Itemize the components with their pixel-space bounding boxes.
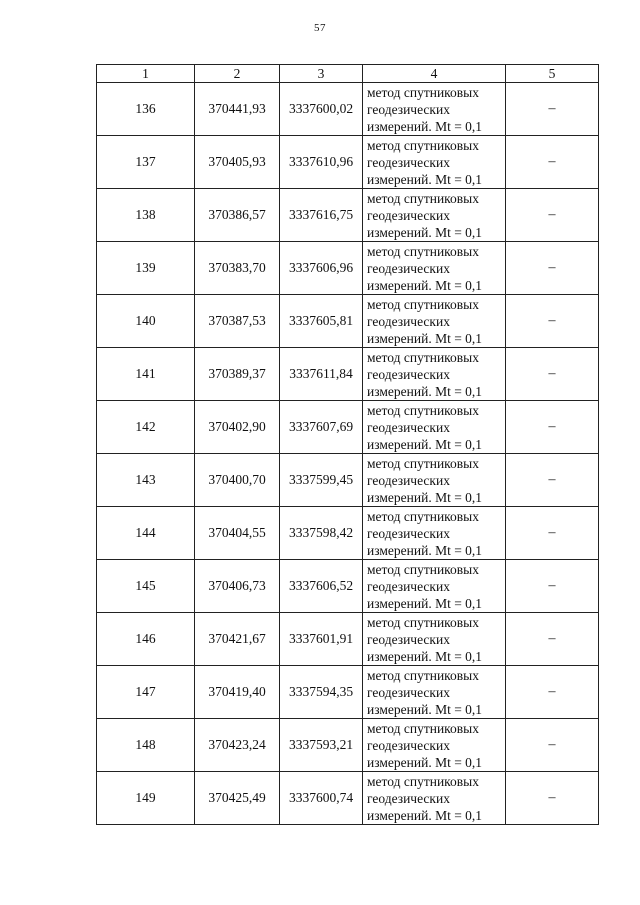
y-coordinate-cell: 3337606,96 — [280, 242, 363, 295]
x-coordinate-cell: 370421,67 — [195, 613, 280, 666]
method-cell — [363, 666, 506, 719]
table-row — [97, 295, 599, 348]
method-line: геодезических — [367, 525, 450, 541]
point-number-cell: 136 — [97, 83, 195, 136]
table-body — [97, 83, 599, 825]
method-line: метод спутниковых — [367, 455, 479, 471]
method-cell — [363, 507, 506, 560]
method-line: метод спутниковых — [367, 508, 479, 524]
method-line: измерений. Mt = 0,1 — [367, 648, 483, 664]
table-row — [97, 719, 599, 772]
y-coordinate-cell: 3337600,74 — [280, 772, 363, 825]
method-line: геодезических — [367, 260, 450, 276]
table-row — [97, 401, 599, 454]
method-cell — [363, 189, 506, 242]
x-coordinate-cell: 370404,55 — [195, 507, 280, 560]
note-cell: – — [506, 401, 599, 454]
method-line: измерений. Mt = 0,1 — [367, 542, 483, 558]
note-cell: – — [506, 189, 599, 242]
method-line: метод спутниковых — [367, 402, 479, 418]
x-coordinate-cell: 370383,70 — [195, 242, 280, 295]
method-cell — [363, 772, 506, 825]
method-line: геодезических — [367, 684, 450, 700]
x-coordinate-cell: 370419,40 — [195, 666, 280, 719]
method-line: измерений. Mt = 0,1 — [367, 754, 483, 770]
x-coordinate-cell: 370400,70 — [195, 454, 280, 507]
method-line: метод спутниковых — [367, 773, 479, 789]
point-number-cell: 146 — [97, 613, 195, 666]
method-cell — [363, 613, 506, 666]
x-coordinate-cell: 370387,53 — [195, 295, 280, 348]
method-line: геодезических — [367, 154, 450, 170]
note-cell: – — [506, 560, 599, 613]
point-number-cell: 143 — [97, 454, 195, 507]
method-line: геодезических — [367, 472, 450, 488]
y-coordinate-cell: 3337616,75 — [280, 189, 363, 242]
method-line: геодезических — [367, 101, 450, 117]
note-cell: – — [506, 454, 599, 507]
coordinates-table — [96, 64, 599, 825]
method-line: метод спутниковых — [367, 84, 479, 100]
method-line: измерений. Mt = 0,1 — [367, 277, 483, 293]
header-col-2: 2 — [195, 65, 280, 83]
method-line: измерений. Mt = 0,1 — [367, 595, 483, 611]
method-line: измерений. Mt = 0,1 — [367, 118, 483, 134]
method-line: геодезических — [367, 419, 450, 435]
point-number-cell: 141 — [97, 348, 195, 401]
table-row — [97, 772, 599, 825]
method-line: измерений. Mt = 0,1 — [367, 489, 483, 505]
method-line: геодезических — [367, 790, 450, 806]
y-coordinate-cell: 3337610,96 — [280, 136, 363, 189]
x-coordinate-cell: 370389,37 — [195, 348, 280, 401]
method-line: геодезических — [367, 366, 450, 382]
method-line: геодезических — [367, 207, 450, 223]
note-cell: – — [506, 295, 599, 348]
method-line: измерений. Mt = 0,1 — [367, 224, 483, 240]
point-number-cell: 142 — [97, 401, 195, 454]
table-row — [97, 507, 599, 560]
method-cell — [363, 136, 506, 189]
point-number-cell: 138 — [97, 189, 195, 242]
method-line: метод спутниковых — [367, 296, 479, 312]
method-cell — [363, 83, 506, 136]
page-number: 57 — [314, 22, 326, 34]
method-line: метод спутниковых — [367, 190, 479, 206]
y-coordinate-cell: 3337601,91 — [280, 613, 363, 666]
table-row — [97, 242, 599, 295]
table-row — [97, 613, 599, 666]
point-number-cell: 137 — [97, 136, 195, 189]
point-number-cell: 149 — [97, 772, 195, 825]
method-cell — [363, 454, 506, 507]
method-line: измерений. Mt = 0,1 — [367, 701, 483, 717]
method-line: геодезических — [367, 737, 450, 753]
x-coordinate-cell: 370386,57 — [195, 189, 280, 242]
note-cell: – — [506, 242, 599, 295]
y-coordinate-cell: 3337600,02 — [280, 83, 363, 136]
table-row — [97, 454, 599, 507]
method-line: метод спутниковых — [367, 137, 479, 153]
method-cell — [363, 295, 506, 348]
note-cell: – — [506, 772, 599, 825]
method-line: метод спутниковых — [367, 720, 479, 736]
x-coordinate-cell: 370441,93 — [195, 83, 280, 136]
table-row — [97, 136, 599, 189]
note-cell: – — [506, 507, 599, 560]
table-row — [97, 83, 599, 136]
note-cell: – — [506, 136, 599, 189]
table-row — [97, 189, 599, 242]
method-cell — [363, 242, 506, 295]
table-row — [97, 348, 599, 401]
header-col-1: 1 — [97, 65, 195, 83]
note-cell: – — [506, 666, 599, 719]
method-line: геодезических — [367, 578, 450, 594]
y-coordinate-cell: 3337593,21 — [280, 719, 363, 772]
point-number-cell: 145 — [97, 560, 195, 613]
method-cell — [363, 348, 506, 401]
y-coordinate-cell: 3337611,84 — [280, 348, 363, 401]
point-number-cell: 139 — [97, 242, 195, 295]
method-line: измерений. Mt = 0,1 — [367, 436, 483, 452]
y-coordinate-cell: 3337598,42 — [280, 507, 363, 560]
method-line: метод спутниковых — [367, 349, 479, 365]
method-cell — [363, 560, 506, 613]
note-cell: – — [506, 613, 599, 666]
method-line: измерений. Mt = 0,1 — [367, 330, 483, 346]
point-number-cell: 147 — [97, 666, 195, 719]
y-coordinate-cell: 3337594,35 — [280, 666, 363, 719]
header-col-5: 5 — [506, 65, 599, 83]
method-line: метод спутниковых — [367, 243, 479, 259]
x-coordinate-cell: 370423,24 — [195, 719, 280, 772]
note-cell: – — [506, 719, 599, 772]
x-coordinate-cell: 370425,49 — [195, 772, 280, 825]
y-coordinate-cell: 3337599,45 — [280, 454, 363, 507]
point-number-cell: 144 — [97, 507, 195, 560]
point-number-cell: 140 — [97, 295, 195, 348]
method-line: метод спутниковых — [367, 667, 479, 683]
method-line: измерений. Mt = 0,1 — [367, 171, 483, 187]
method-line: метод спутниковых — [367, 561, 479, 577]
note-cell: – — [506, 83, 599, 136]
header-col-4: 4 — [363, 65, 506, 83]
x-coordinate-cell: 370406,73 — [195, 560, 280, 613]
y-coordinate-cell: 3337605,81 — [280, 295, 363, 348]
y-coordinate-cell: 3337607,69 — [280, 401, 363, 454]
method-cell — [363, 719, 506, 772]
table-row — [97, 560, 599, 613]
note-cell: – — [506, 348, 599, 401]
x-coordinate-cell: 370405,93 — [195, 136, 280, 189]
method-line: метод спутниковых — [367, 614, 479, 630]
method-line: измерений. Mt = 0,1 — [367, 807, 483, 823]
y-coordinate-cell: 3337606,52 — [280, 560, 363, 613]
method-cell — [363, 401, 506, 454]
method-line: геодезических — [367, 313, 450, 329]
table-row — [97, 666, 599, 719]
header-col-3: 3 — [280, 65, 363, 83]
method-line: геодезических — [367, 631, 450, 647]
method-line: измерений. Mt = 0,1 — [367, 383, 483, 399]
table-header-row — [97, 65, 599, 83]
point-number-cell: 148 — [97, 719, 195, 772]
x-coordinate-cell: 370402,90 — [195, 401, 280, 454]
